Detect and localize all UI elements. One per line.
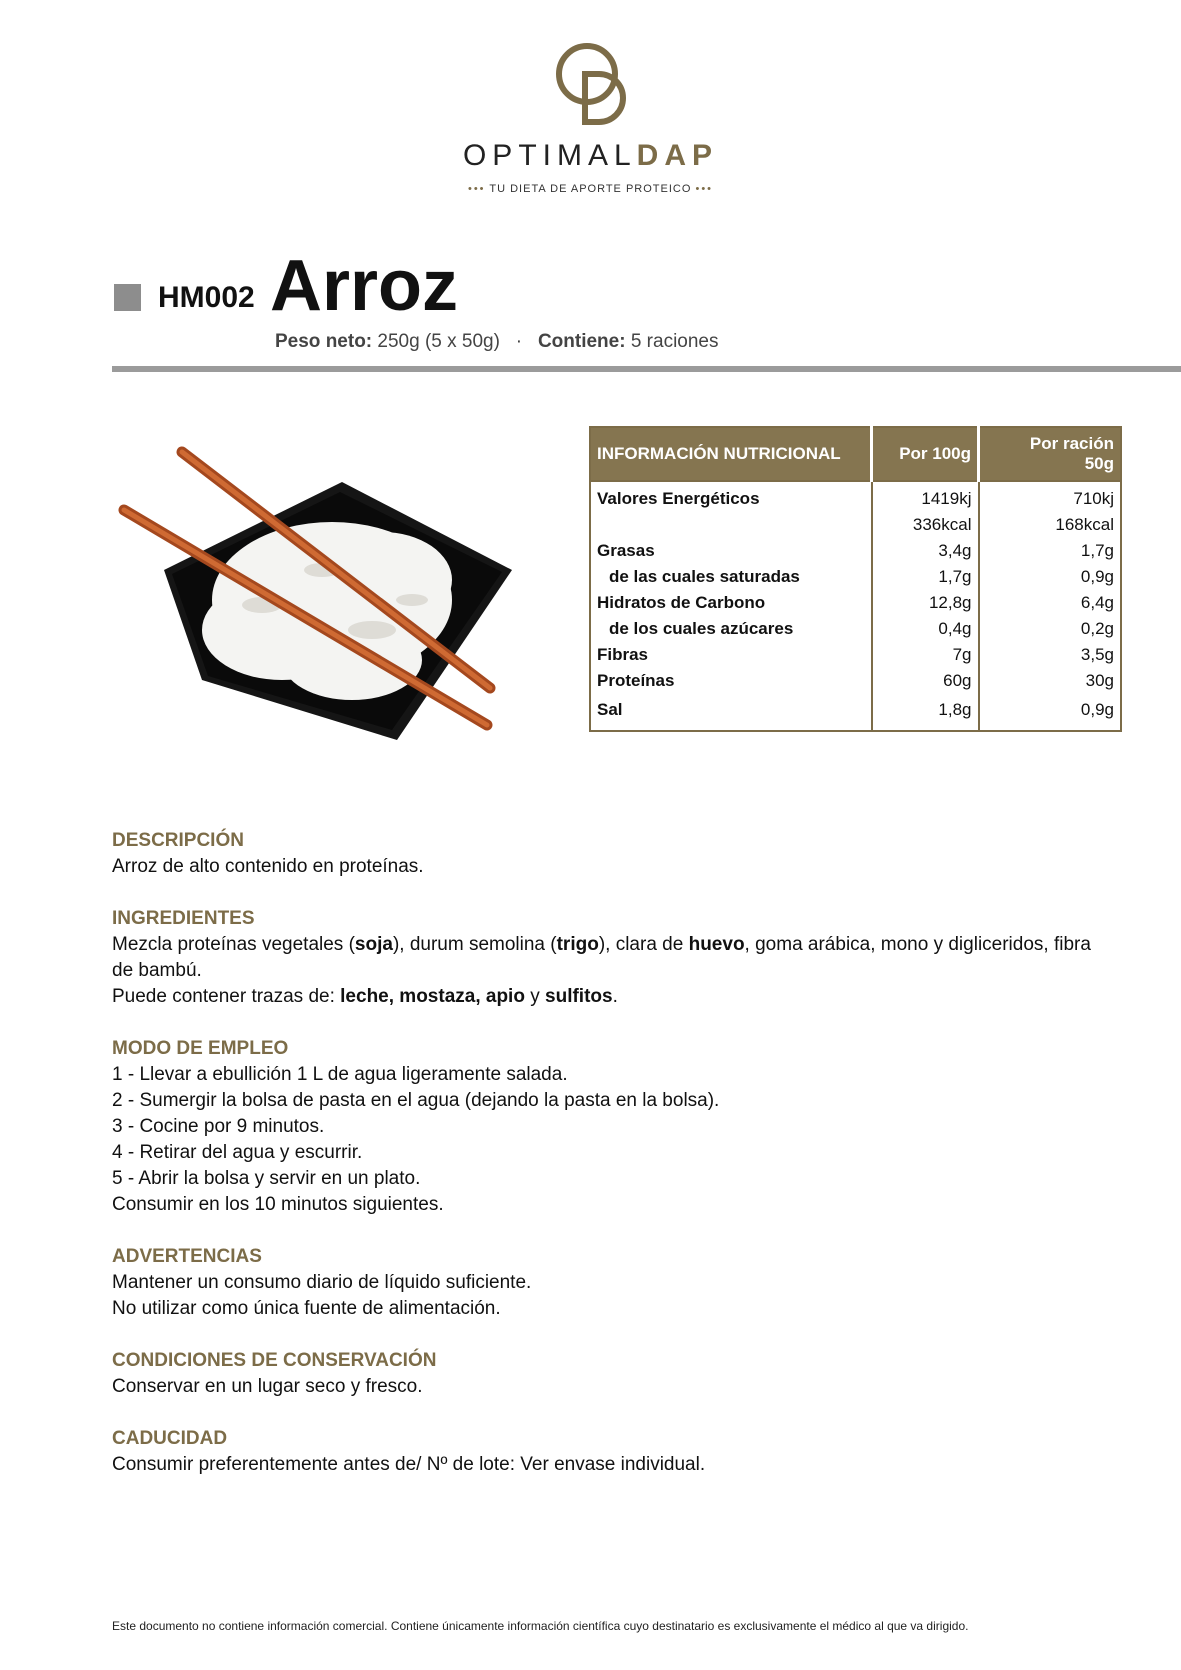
text-fragment: Mezcla proteínas vegetales ( [112, 934, 355, 955]
section-text: Consumir preferentemente antes de/ Nº de lote: Ver envase individual. [112, 1454, 706, 1475]
allergen-traces: leche, mostaza, apio [340, 986, 525, 1007]
table-row [590, 694, 1121, 731]
nutrition-header-row [590, 427, 1121, 481]
row-perserving: 30g [979, 668, 1122, 694]
section-ingredientes [112, 906, 1112, 1010]
footer-disclaimer: Este documento no contiene información comercial. Contiene únicamente información científica cuyo destinatario es exclusivamente el médico al que va dirigido. [112, 1619, 969, 1633]
brand-name-part2: DAP [636, 139, 719, 172]
peso-value: 250g (5 x 50g) [372, 331, 500, 352]
traces-text [112, 984, 1112, 1010]
brand-name-part1: OPTIMAL [462, 139, 637, 172]
product-code: HM002 [158, 281, 255, 314]
row-perserving: 1,7g [979, 538, 1122, 564]
row-per100: 7g [872, 642, 979, 668]
row-perserving: 0,9g [979, 694, 1122, 731]
list-item: 4 - Retirar del agua y escurrir. [112, 1142, 363, 1163]
product-subline [275, 331, 719, 353]
list-item: 5 - Abrir la bolsa y servir en un plato. [112, 1168, 421, 1189]
section-conservacion [112, 1348, 1112, 1400]
row-label: Sal [597, 700, 623, 719]
rice-bowl-chopsticks-image [112, 440, 532, 750]
section-modo-empleo [112, 1036, 1112, 1218]
allergen-trigo: trigo [556, 934, 599, 955]
row-per100: 0,4g [872, 616, 979, 642]
table-row [590, 668, 1121, 694]
contiene-value: 5 raciones [625, 331, 719, 352]
row-perserving: 710kj [979, 481, 1122, 512]
ingredients-text [112, 932, 1112, 984]
header-divider [112, 366, 1181, 372]
row-perserving: 3,5g [979, 642, 1122, 668]
table-row [590, 642, 1121, 668]
list-item: No utilizar como única fuente de alimentación. [112, 1298, 501, 1319]
row-label: Valores Energéticos [597, 489, 760, 508]
tagline-text: TU DIETA DE APORTE PROTEICO [489, 183, 692, 195]
allergen-sulfitos: sulfitos [545, 986, 613, 1007]
table-row [590, 616, 1121, 642]
nutrition-header-label: INFORMACIÓN NUTRICIONAL [590, 427, 872, 481]
row-label: Hidratos de Carbono [597, 593, 766, 612]
nutrition-header-perserving: Por ración 50g [979, 427, 1122, 481]
list-item: Mantener un consumo diario de líquido suficiente. [112, 1272, 532, 1293]
brand-name [0, 139, 1181, 173]
tagline-dots-right: ••• [695, 183, 714, 195]
text-fragment: . [612, 986, 618, 1007]
product-sections [112, 828, 1112, 1504]
text-fragment: ), clara de [598, 934, 689, 955]
table-row [590, 512, 1121, 538]
row-per100: 60g [872, 668, 979, 694]
section-text: Conservar en un lugar seco y fresco. [112, 1376, 423, 1397]
section-title: MODO DE EMPLEO [112, 1038, 289, 1059]
section-caducidad [112, 1426, 1112, 1478]
section-title: ADVERTENCIAS [112, 1246, 262, 1267]
row-per100: 3,4g [872, 538, 979, 564]
list-item: 2 - Sumergir la bolsa de pasta en el agua (dejando la pasta en la bolsa). [112, 1090, 720, 1111]
row-perserving: 6,4g [979, 590, 1122, 616]
od-monogram-icon [551, 40, 631, 125]
brand-logo [0, 40, 1181, 195]
subline-separator: · [515, 331, 523, 352]
row-per100: 12,8g [872, 590, 979, 616]
row-label: de las cuales saturadas [609, 567, 800, 586]
section-title: DESCRIPCIÓN [112, 830, 244, 851]
list-item: 3 - Cocine por 9 minutos. [112, 1116, 325, 1137]
table-row [590, 538, 1121, 564]
row-perserving: 0,9g [979, 564, 1122, 590]
text-fragment: Puede contener trazas de: [112, 986, 341, 1007]
table-row [590, 590, 1121, 616]
peso-label: Peso neto: [275, 331, 373, 352]
text-fragment: y [524, 986, 546, 1007]
tagline-dots-left: ••• [467, 183, 486, 195]
section-title: CADUCIDAD [112, 1428, 228, 1449]
table-row [590, 564, 1121, 590]
square-bullet-icon [114, 284, 141, 311]
row-per100: 1,8g [872, 694, 979, 731]
row-perserving: 168kcal [979, 512, 1122, 538]
nutrition-table [589, 426, 1122, 732]
allergen-huevo: huevo [688, 934, 745, 955]
list-item: Consumir en los 10 minutos siguientes. [112, 1194, 444, 1215]
list-item: 1 - Llevar a ebullición 1 L de agua ligeramente salada. [112, 1064, 568, 1085]
table-row [590, 481, 1121, 512]
section-text: Arroz de alto contenido en proteínas. [112, 856, 424, 877]
row-label: de los cuales azúcares [609, 619, 794, 638]
row-label: Proteínas [597, 671, 675, 690]
row-label [590, 512, 872, 538]
text-fragment: , goma arábica, mono y digliceridos, fibra de bambú. [112, 934, 1091, 981]
row-label: Grasas [597, 541, 655, 560]
row-per100: 336kcal [872, 512, 979, 538]
nutrition-header-per100: Por 100g [872, 427, 979, 481]
section-advertencias [112, 1244, 1112, 1322]
text-fragment: ), durum semolina ( [392, 934, 557, 955]
row-perserving: 0,2g [979, 616, 1122, 642]
row-label: Fibras [597, 645, 649, 664]
product-title: Arroz [270, 246, 459, 326]
row-per100: 1,7g [872, 564, 979, 590]
section-title: CONDICIONES DE CONSERVACIÓN [112, 1350, 437, 1371]
contiene-label: Contiene: [537, 331, 626, 352]
brand-tagline [0, 183, 1181, 195]
row-per100: 1419kj [872, 481, 979, 512]
section-descripcion [112, 828, 1112, 880]
section-title: INGREDIENTES [112, 908, 255, 929]
allergen-soja: soja [354, 934, 393, 955]
